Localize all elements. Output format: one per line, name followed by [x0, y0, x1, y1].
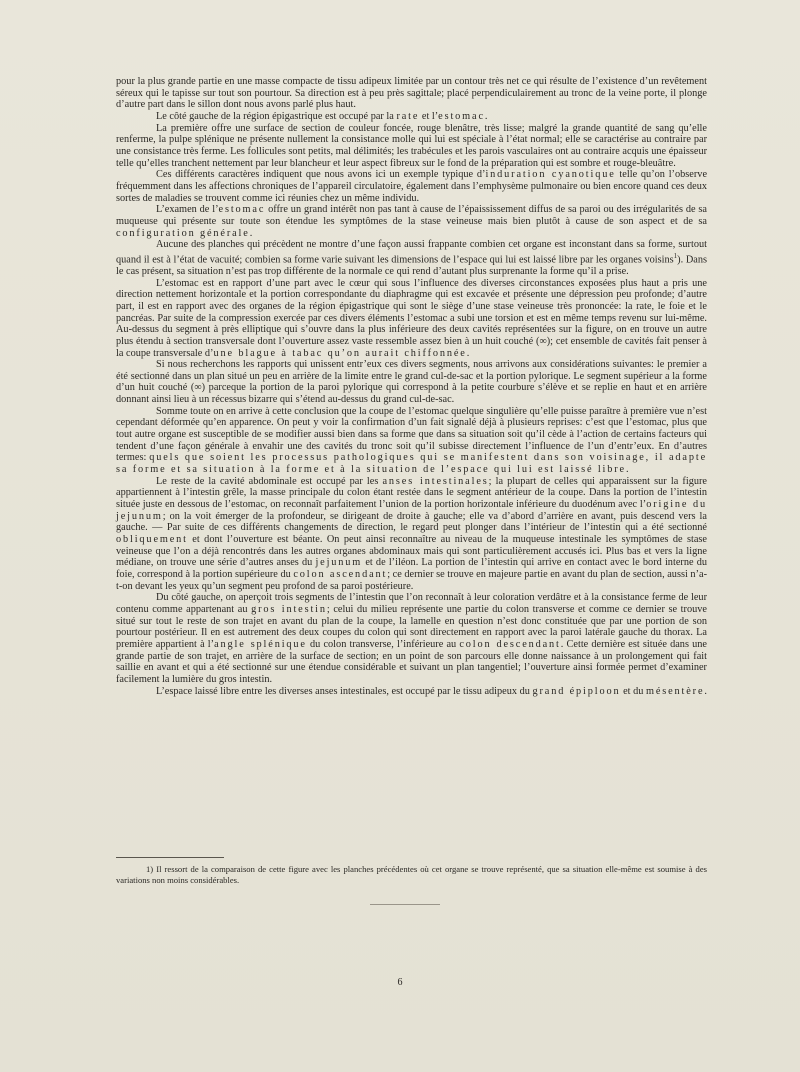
spaced-emphasis: rate — [396, 110, 420, 122]
paragraph: La première offre une surface de section de couleur foncée, rouge blenâtre, très lisse; malgré la grande quantité de sang qu’elle renferme, la pulpe splénique ne présente nullement la consistance molle qui lui est spéciale à l’état normal; elle se caractérise au contraire par une consistance très ferme. Les follicules sont petits, mal délimités; les trabécules et les parois vasculaires ont au contraire acquis une épaisseur telle qu’elles tranchent nettement par leur blancheur et leur aspect fibreux sur le fond de la préparation qui est sombre et rouge-bleuâtre. — [116, 122, 708, 169]
paragraph: pour la plus grande partie en une masse compacte de tissu adipeux limitée par un contour très net ce qui résulte de l’existence d’un revêtement séreux qui le tapisse sur tout son pourtour. Sa direction est à peu près sagittale; placé perpendiculairement au tronc de la veine porte, il plonge d’autre part dans le sillon dont nous avons parlé plus haut. — [116, 76, 707, 111]
spaced-emphasis: induration cyanotique — [485, 169, 616, 181]
spaced-emphasis: anses intestinales — [382, 475, 489, 487]
spaced-emphasis: une blague à tabac qu’on aurait chiffonnée — [213, 347, 467, 359]
page-number: 6 — [397, 977, 403, 988]
paragraph: L’estomac est en rapport d’une part avec le cœur qui sous l’influence des diverses circonstances exposées plus haut a pris une direction nettement horizontale et la portion correspondante du diaphragme qui est excavée et présente une dépression peu profonde; d’autre part, il est en rapport avec des organes de la région épigastrique qui sont le siège d’une stase veineuse très prononcée: la rate, le foie et le pancréas. Par suite de la compression exercée par ces divers éléments l’estomac a subi une torsion et est en même temps revenu sur lui-même. Au-dessus du segment à près elliptique qui s’ouvre dans la plus inférieure des deux cavités représentées sur la figure, on en trouve un autre plus étendu à section transversale dont l’ouverture assez vaste ressemble assez bien à un huit couché (∞); cet ensemble de cavités fait penser à la coupe transversale d’une blague à tabac qu’on aurait chiffonnée. — [116, 277, 707, 359]
spaced-emphasis: colon ascendant — [293, 568, 388, 580]
paragraph: L’examen de l’estomac offre un grand intérêt non pas tant à cause de l’épaississement diffus de sa paroi ou des irrégularités de sa muqueuse qui présente sur toute son étendue les symptômes de la stase veineuse mais bien plutôt à cause de son aspect et de sa configuration générale. — [116, 204, 707, 239]
paragraph: Ces différents caractères indiquent que nous avons ici un exemple typique d’induration cyanotique telle qu’on l’observe fréquemment dans les affections chroniques de l’appareil circulatoire, également dans l’emphysème pulmonaire ou bien encore quand ces deux sortes de maladies se trouvent comme ici réunies chez un même individu. — [116, 169, 708, 204]
spaced-emphasis: grand épiploon — [532, 685, 621, 697]
footnote — [116, 864, 707, 885]
paragraph: Si nous recherchons les rapports qui unissent entr’eux ces divers segments, nous arrivons aux considérations suivantes: le premier a été sectionné dans un plan situé un peu en arrière de la limite entre le grand cul-de-sac et la portion pylorique. Le segment supérieur a la forme d’un huit couché (∞) parceque la portion de la paroi pylorique qui correspond à la petite courbure s’élève et se replie en haut et en arrière donnant ainsi lieu à un récessus bizarre qui s’étend au-dessus du grand cul-de-sac. — [116, 359, 707, 406]
spaced-emphasis: origine du jejunum — [116, 499, 707, 522]
body-text — [116, 76, 707, 697]
footnote-marker: 1 — [673, 251, 678, 260]
spaced-emphasis: colon descendant — [459, 638, 561, 650]
spaced-emphasis: estomac — [218, 204, 266, 216]
spaced-emphasis: mésentère — [645, 685, 705, 697]
spaced-emphasis: gros intestin — [251, 603, 327, 615]
paragraph: Du côté gauche, on aperçoit trois segments de l’intestin que l’on reconnaît à leur coloration verdâtre et à la consistance ferme de leur contenu comme appartenant au gros intestin; celui du milieu représente une partie du colon transverse et comme ce dernier se trouve situé sur tout le reste de son trajet en avant du plan de la coupe, la lamelle en question n’est donc constituée que par une portion de son pourtour postérieur. Il en est autrement des deux coupes du colon qui sont directement en rapport avec la paroi latérale gauche du thorax. La première appartient à l’angle splénique du colon transverse, l’inférieure au colon descendant. Cette dernière est située dans une grande partie de son trajet, en arrière de la surface de section; en un point de son parcours elle donne naissance à un prolongement qui fait saillie en avant et qui a été sectionné sur une étendue considérable et suivant un plan tangentiel; l’ouverture ainsi formée permet d’examiner facilement la lumière du gros intestin. — [116, 592, 707, 685]
spaced-emphasis: quels que soient les processus pathologiques qui se manifestent dans son voisinage, il adapte sa forme et sa situation à la forme et à la situation de l’espace qui lui est laissé libre — [116, 452, 707, 476]
spaced-emphasis: angle splénique — [214, 638, 307, 650]
paragraph: Le côté gauche de la région épigastrique est occupé par la rate et l’estomac. — [156, 110, 488, 122]
spaced-emphasis: obliquement — [116, 534, 188, 546]
paragraph: Aucune des planches qui précèdent ne montre d’une façon aussi frappante combien cet organe est inconstant dans sa forme, surtout quand il est à l’état de vacuité; combien sa forme varie suivant les dimensions de l’espace qui lui est laissé libre par les organes voisins$^1$). Dans le cas présent, sa situation n’est pas trop différente de la normale ce qui rend d’autant plus surprenante la forme qu’il a prise. — [116, 239, 707, 277]
separator-rule — [370, 904, 440, 905]
spaced-emphasis: jejunum — [315, 557, 363, 569]
spaced-emphasis: estomac — [438, 110, 485, 122]
footnote-text: 1) Il ressort de la comparaison de cette figure avec les planches précédentes où cet organe se trouve représenté, que sa situation elle-même est soumise à des variations non moins considérables. — [116, 864, 707, 885]
paragraph: Le reste de la cavité abdominale est occupé par les anses intestinales; la plupart de celles qui apparaissent sur la figure appartiennent à l’intestin grêle, la masse principale du colon étant restée dans le segment antérieur de la coupe. Dans la portion de l’intestin située juste en dessous de l’estomac, on reconnaît parfaitement l’union de la portion horizontale inférieure du duodénum avec l’origine du jejunum; on la voit émerger de la profondeur, se dirigeant de droite à gauche; elle va d’abord d’arrière en avant, puis descend vers la gauche. — Par suite de ces différents changements de direction, le regard peut plonger dans l’intérieur de l’intestin qui a été sectionné obliquement et dont l’ouverture est béante. On peut ainsi reconnaître au niveau de la muqueuse intestinale les symptômes de stase veineuse que l’on a déjà rencontrés dans les autres organes abdominaux mais qui sont particulièrement accusés ici. Plus bas et vers la ligne médiane, on trouve une série d’autres anses du jejunum et de l’iléon. La portion de l’intestin qui arrive en contact avec le bord interne du foie, correspond à la portion supérieure du colon ascendant; ce dernier se trouve en majeure partie en avant du plan de section, aussi n’a-t-on devant les yeux qu’un segment peu profond de sa paroi postérieure. — [116, 475, 707, 592]
paragraph: Somme toute on en arrive à cette conclusion que la coupe de l’estomac quelque singulière qu’elle puisse paraître à première vue n’est cependant déformée qu’en apparence. On peut y voir la confirmation d’un fait signalé déjà à plusieurs reprises: c’est que l’estomac, plus que tout autre organe est susceptible de se modifier aussi bien dans sa forme que dans sa situation soit qu’il cède à l’action de certains facteurs qui tendent d’une façon générale à envahir une des cavités du tronc soit qu’il subisse directement l’influence de l’un d’entr’eux. En d’autres termes: quels que soient les processus pathologiques qui se manifestent dans son voisinage, il adapte sa forme et sa situation à la forme et à la situation de l’espace qui lui est laissé libre. — [116, 405, 707, 476]
footnote-rule — [116, 857, 224, 858]
paragraph: L’espace laissé libre entre les diverses anses intestinales, est occupé par le tissu adipeux du grand épiploon et du mésentère. — [156, 685, 707, 697]
spaced-emphasis: configuration générale — [116, 227, 250, 239]
